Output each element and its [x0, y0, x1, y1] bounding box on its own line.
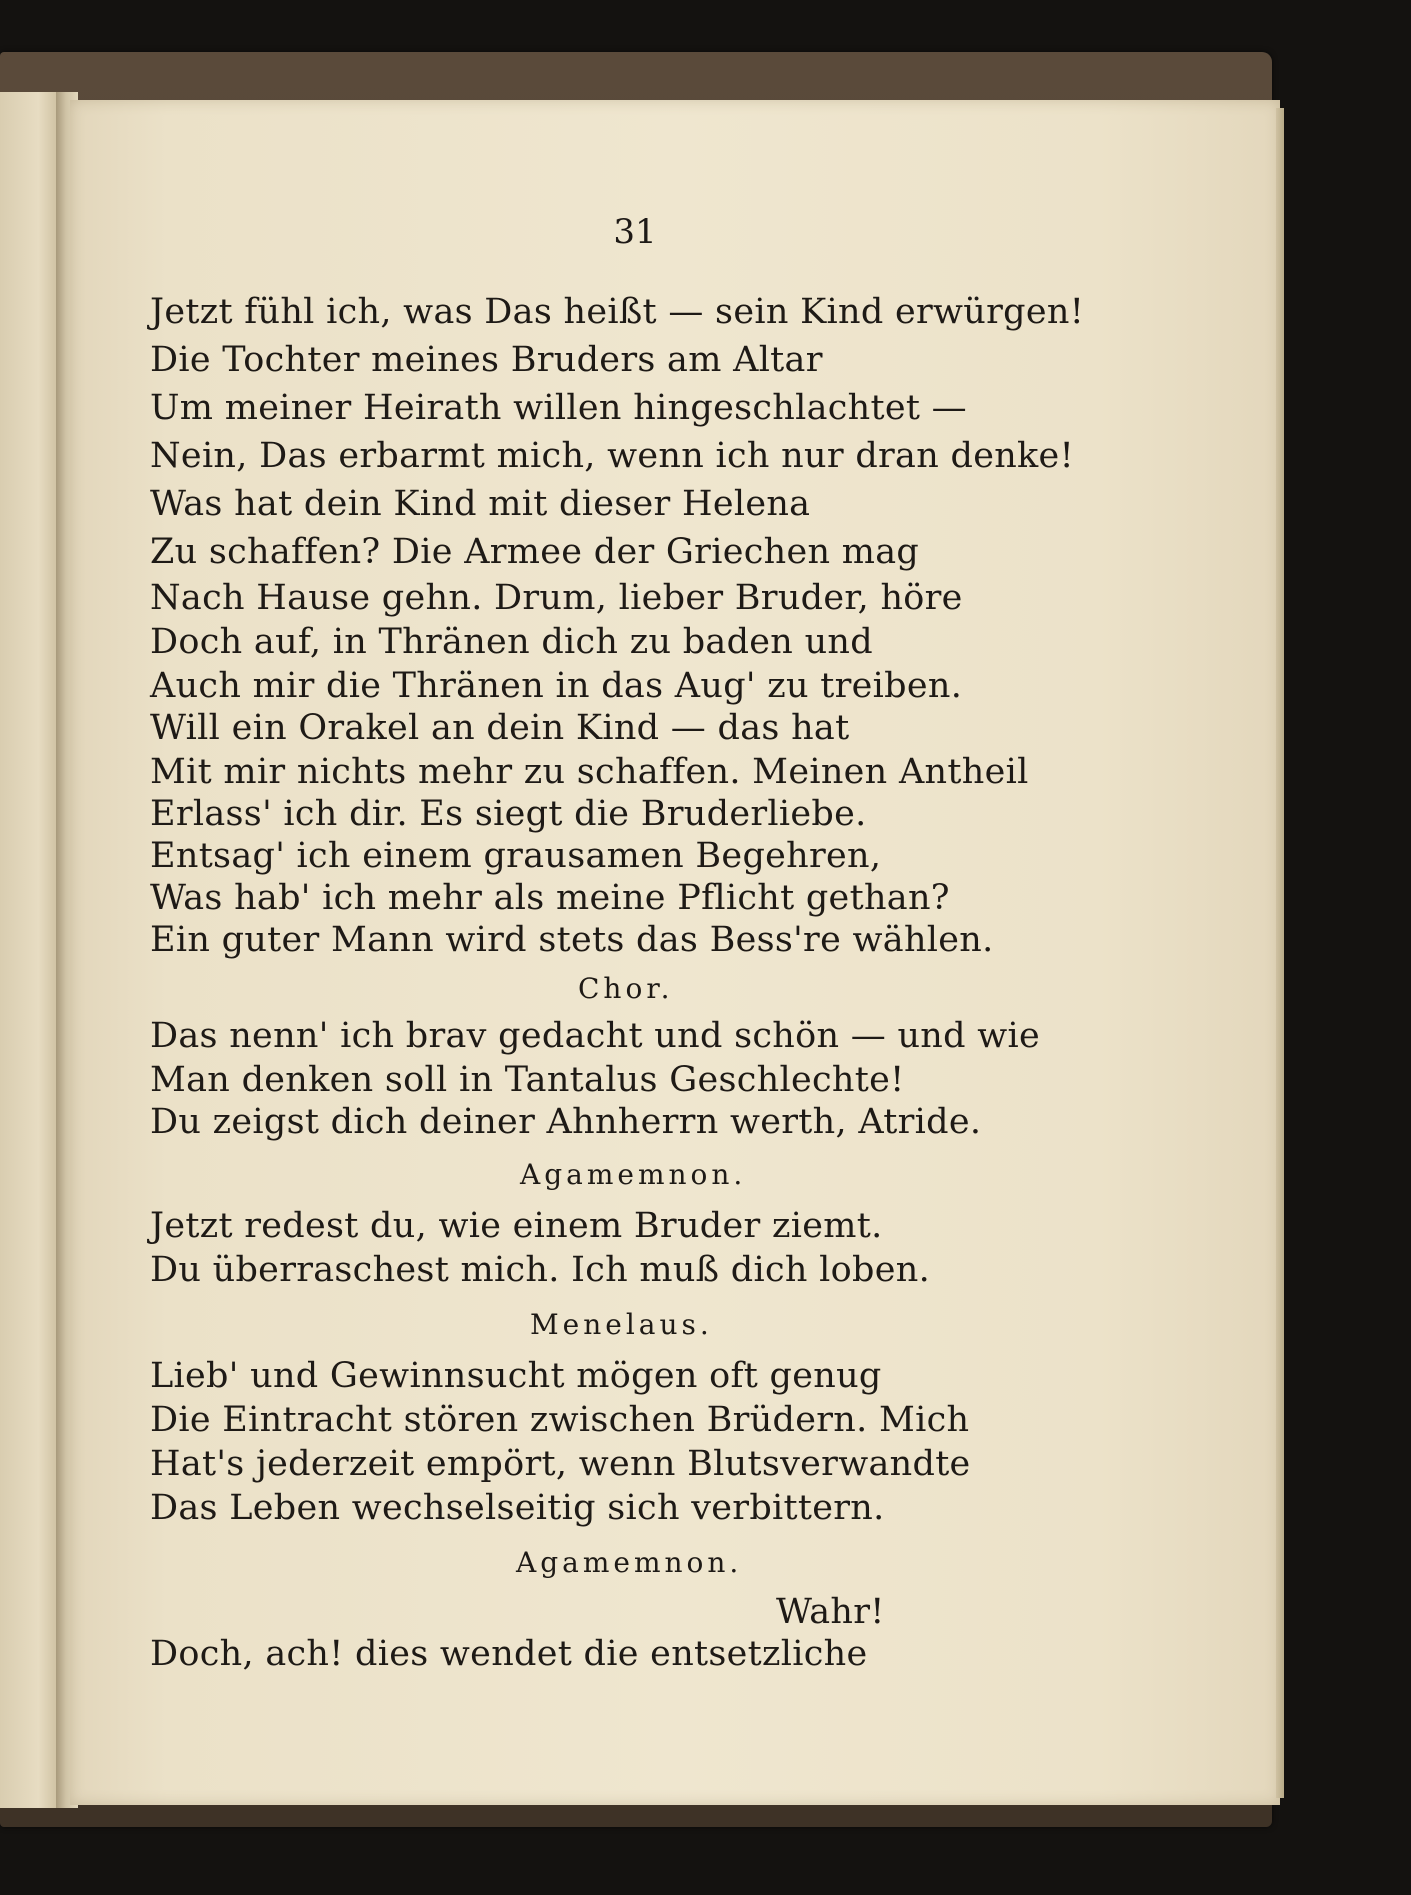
verse-line: Das nenn' ich brav gedacht und schön — und wie [150, 1016, 1041, 1056]
verse-line: Ein guter Mann wird stets das Bess're wählen. [150, 920, 994, 960]
verse-line: Zu schaffen? Die Armee der Griechen mag [150, 532, 920, 572]
verse-line: Mit mir nichts mehr zu schaffen. Meinen Antheil [150, 752, 1029, 792]
verse-line: Man denken soll in Tantalus Geschlechte! [150, 1060, 905, 1100]
verse-line: Hat's jederzeit empört, wenn Blutsverwandte [150, 1444, 971, 1484]
speaker-heading: Agamemnon. [516, 1546, 743, 1579]
verse-line: Die Eintracht stören zwischen Brüdern. Mich [150, 1400, 970, 1440]
verse-line: Was hat dein Kind mit dieser Helena [150, 484, 811, 524]
verse-line: Um meiner Heirath willen hingeschlachtet — [150, 388, 967, 428]
verse-line: Nein, Das erbarmt mich, wenn ich nur dran denke! [150, 436, 1074, 476]
verse-line: Wahr! [776, 1592, 885, 1632]
verse-line: Doch auf, in Thränen dich zu baden und [150, 622, 873, 662]
verse-line: Jetzt redest du, wie einem Bruder ziemt. [150, 1206, 883, 1246]
verse-line: Doch, ach! dies wendet die entsetzliche [150, 1634, 868, 1674]
verse-line: Auch mir die Thränen in das Aug' zu treiben. [150, 666, 963, 706]
verse-line: Die Tochter meines Bruders am Altar [150, 340, 823, 380]
speaker-heading: Menelaus. [530, 1308, 713, 1341]
verse-line: Lieb' und Gewinnsucht mögen oft genug [150, 1356, 882, 1396]
page-edge [1276, 108, 1284, 1798]
verse-line: Du zeigst dich deiner Ahnherrn werth, Atride. [150, 1102, 982, 1142]
speaker-heading: Agamemnon. [520, 1158, 747, 1191]
verse-line: Das Leben wechselseitig sich verbittern. [150, 1488, 885, 1528]
verse-line: Erlass' ich dir. Es siegt die Bruderliebe. [150, 794, 867, 834]
verse-line: Du überraschest mich. Ich muß dich loben. [150, 1250, 931, 1290]
speaker-heading: Chor. [578, 972, 674, 1005]
verse-line: Was hab' ich mehr als meine Pflicht gethan? [150, 878, 950, 918]
left-page-edge [0, 92, 64, 1808]
verse-line: Will ein Orakel an dein Kind — das hat [150, 708, 850, 748]
verse-line: Nach Hause gehn. Drum, lieber Bruder, höre [150, 578, 963, 618]
verse-line: Jetzt fühl ich, was Das heißt — sein Kind erwürgen! [150, 292, 1085, 332]
page-number: 31 [613, 212, 657, 252]
verse-line: Entsag' ich einem grausamen Begehren, [150, 836, 882, 876]
